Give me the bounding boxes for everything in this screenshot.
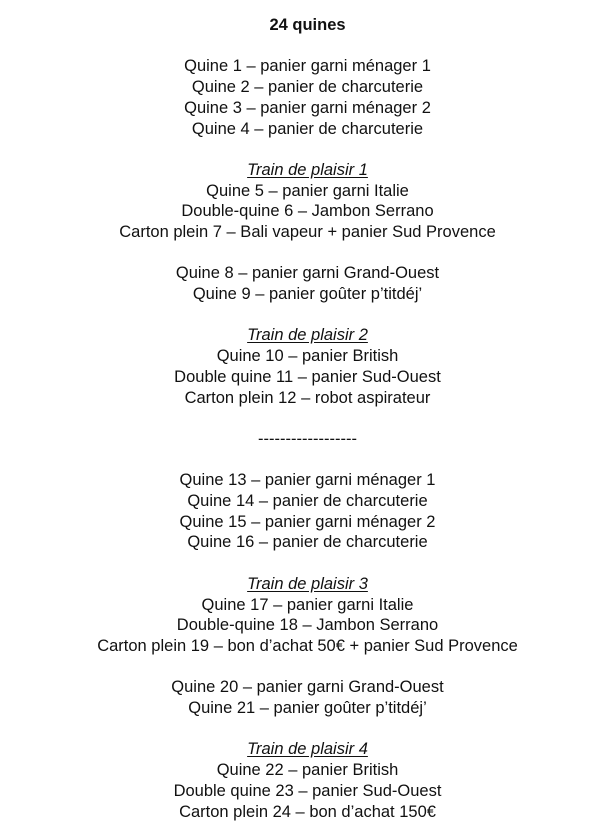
train-heading: Train de plaisir 2 bbox=[247, 326, 368, 345]
prize-group-4 bbox=[0, 677, 615, 718]
prize-line: Quine 16 – panier de charcuterie bbox=[187, 533, 428, 552]
prize-line: Quine 1 – panier garni ménager 1 bbox=[184, 57, 431, 76]
prize-group-2 bbox=[0, 263, 615, 304]
spacer bbox=[0, 450, 615, 471]
prize-group-3 bbox=[0, 470, 615, 553]
spacer bbox=[0, 553, 615, 574]
train-section-2 bbox=[0, 325, 615, 408]
prize-line: Quine 10 – panier British bbox=[216, 347, 399, 366]
spacer bbox=[0, 139, 615, 160]
prize-line: Double-quine 18 – Jambon Serrano bbox=[176, 616, 439, 635]
prize-line: Carton plein 19 – bon d’achat 50€ + panier Sud Provence bbox=[97, 636, 518, 655]
document-page bbox=[0, 15, 615, 822]
train-heading: Train de plaisir 3 bbox=[247, 574, 368, 593]
spacer bbox=[0, 719, 615, 740]
prize-line: Quine 8 – panier garni Grand-Ouest bbox=[175, 264, 440, 283]
prize-line: Quine 5 – panier garni Italie bbox=[206, 181, 409, 200]
spacer bbox=[0, 408, 615, 429]
prize-line: Quine 9 – panier goûter p’titdéj’ bbox=[192, 285, 423, 304]
spacer bbox=[0, 36, 615, 57]
train-section-3 bbox=[0, 574, 615, 657]
train-section-1 bbox=[0, 160, 615, 243]
train-heading: Train de plaisir 1 bbox=[247, 160, 368, 179]
section-separator: ------------------ bbox=[258, 429, 357, 448]
prize-group-1 bbox=[0, 56, 615, 139]
spacer bbox=[0, 243, 615, 264]
prize-line: Carton plein 7 – Bali vapeur + panier Sud Provence bbox=[119, 223, 496, 241]
prize-line: Quine 2 – panier de charcuterie bbox=[191, 78, 424, 97]
prize-line: Double quine 23 – panier Sud-Ouest bbox=[173, 781, 442, 800]
spacer bbox=[0, 657, 615, 678]
spacer bbox=[0, 305, 615, 326]
prize-line: Quine 21 – panier goûter p’titdéj’ bbox=[188, 699, 427, 718]
prize-line: Quine 17 – panier garni Italie bbox=[201, 595, 414, 614]
prize-line: Quine 15 – panier garni ménager 2 bbox=[179, 512, 436, 531]
prize-line: Quine 3 – panier garni ménager 2 bbox=[184, 98, 431, 117]
prize-line: Carton plein 24 – bon d’achat 150€ bbox=[179, 802, 436, 821]
prize-line: Quine 13 – panier garni ménager 1 bbox=[179, 471, 436, 490]
prize-line: Quine 4 – panier de charcuterie bbox=[191, 119, 424, 138]
prize-line: Carton plein 12 – robot aspirateur bbox=[184, 388, 431, 407]
prize-line: Quine 22 – panier British bbox=[216, 761, 399, 780]
prize-line: Double quine 11 – panier Sud-Ouest bbox=[174, 367, 441, 386]
train-heading: Train de plaisir 4 bbox=[247, 740, 368, 759]
page-title: 24 quines bbox=[269, 16, 346, 34]
train-section-4 bbox=[0, 739, 615, 822]
prize-line: Quine 14 – panier de charcuterie bbox=[187, 492, 428, 511]
prize-line: Double-quine 6 – Jambon Serrano bbox=[181, 202, 434, 221]
prize-line: Quine 20 – panier garni Grand-Ouest bbox=[171, 678, 444, 697]
